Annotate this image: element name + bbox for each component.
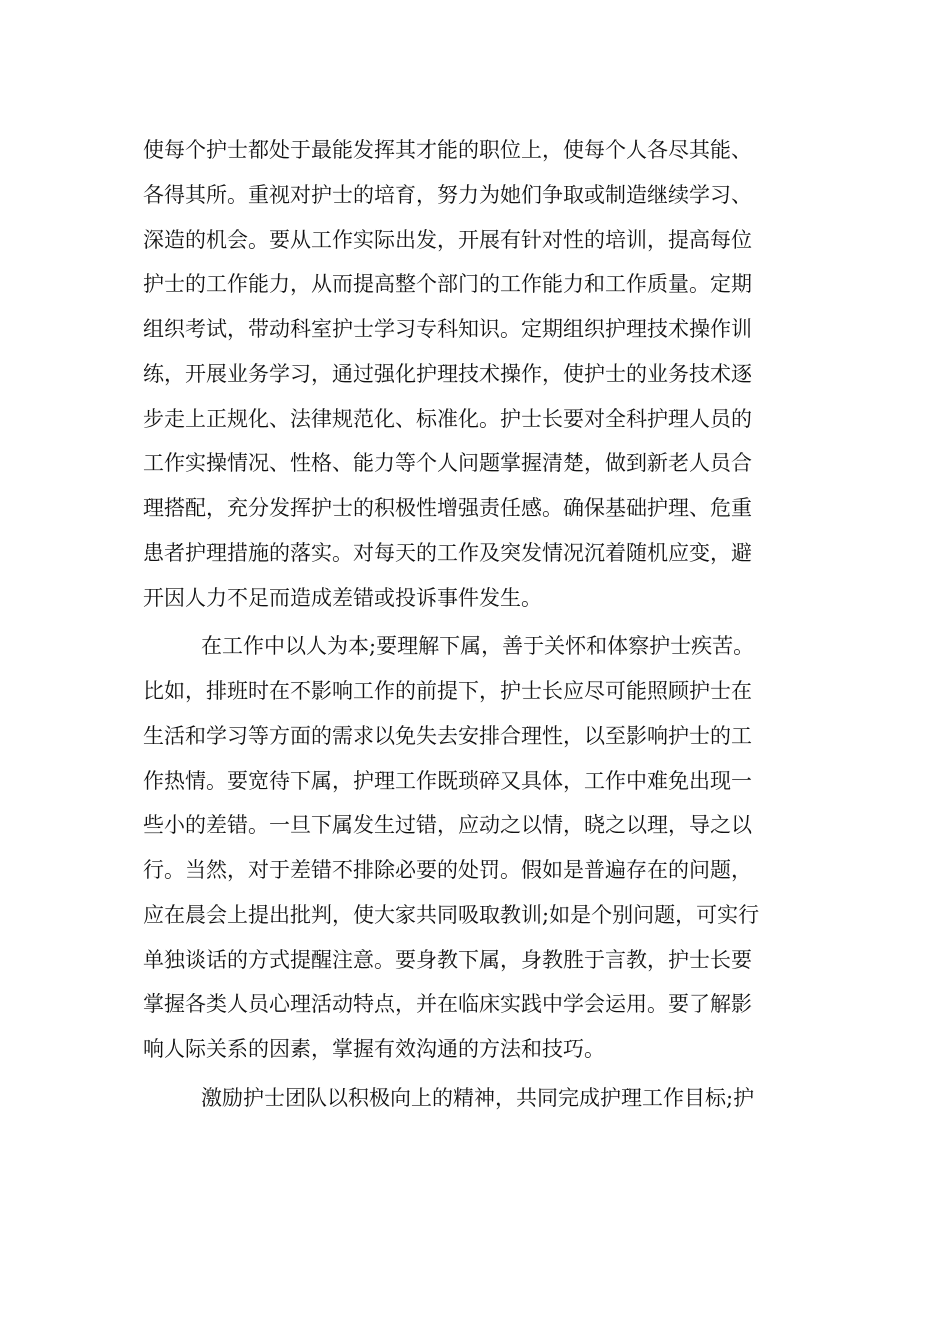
text-line: 比如，排班时在不影响工作的前提下，护士长应尽可能照顾护士在 [143, 679, 752, 703]
text-line: 掌握各类人员心理活动特点，并在临床实践中学会运用。要了解影 [143, 992, 752, 1017]
paragraph-3 [143, 1076, 813, 1121]
text-line: 应在晨会上提出批判，使大家共同吸取教训;如是个别问题，可实行 [143, 902, 760, 927]
document-body [143, 128, 813, 1121]
text-line: 激励护士团队以积极向上的精神，共同完成护理工作目标;护 [201, 1085, 755, 1110]
text-line: 深造的机会。要从工作实际出发，开展有针对性的培训，提高每位 [143, 227, 752, 252]
text-line: 行。当然，对于差错不排除必要的处罚。假如是普遍存在的问题， [143, 858, 752, 882]
text-line: 工作实操情况、性格、能力等个人问题掌握清楚，做到新老人员合 [143, 451, 752, 476]
text-line: 响人际关系的因素，掌握有效沟通的方法和技巧。 [143, 1037, 605, 1061]
text-line: 生活和学习等方面的需求以免失去安排合理性，以至影响护士的工 [143, 723, 752, 748]
text-line: 开因人力不足而造成差错或投诉事件发生。 [143, 585, 542, 610]
text-line: 作热情。要宽待下属，护理工作既琐碎又具体，工作中难免出现一 [143, 768, 752, 793]
text-line: 些小的差错。一旦下属发生过错，应动之以情，晓之以理，导之以 [143, 813, 752, 838]
text-line: 练，开展业务学习，通过强化护理技术操作，使护士的业务技术逐 [143, 361, 752, 386]
text-line: 组织考试，带动科室护士学习专科知识。定期组织护理技术操作训 [143, 317, 752, 341]
text-line: 各得其所。重视对护士的培育，努力为她们争取或制造继续学习、 [143, 182, 752, 207]
text-line: 步走上正规化、法律规范化、标准化。护士长要对全科护理人员的 [143, 406, 752, 431]
text-line: 理搭配，充分发挥护士的积极性增强责任感。确保基础护理、危重 [143, 496, 752, 520]
text-line: 使每个护士都处于最能发挥其才能的职位上，使每个人各尽其能、 [143, 138, 752, 162]
text-line: 患者护理措施的落实。对每天的工作及突发情况沉着随机应变，避 [143, 540, 752, 565]
text-line: 护士的工作能力，从而提高整个部门的工作能力和工作质量。定期 [143, 272, 752, 297]
paragraph-1 [143, 128, 813, 620]
paragraph-2 [143, 624, 813, 1072]
text-line: 单独谈话的方式提醒注意。要身教下属，身教胜于言教，护士长要 [143, 947, 752, 972]
text-line: 在工作中以人为本;要理解下属，善于关怀和体察护士疾苦。 [201, 634, 755, 659]
